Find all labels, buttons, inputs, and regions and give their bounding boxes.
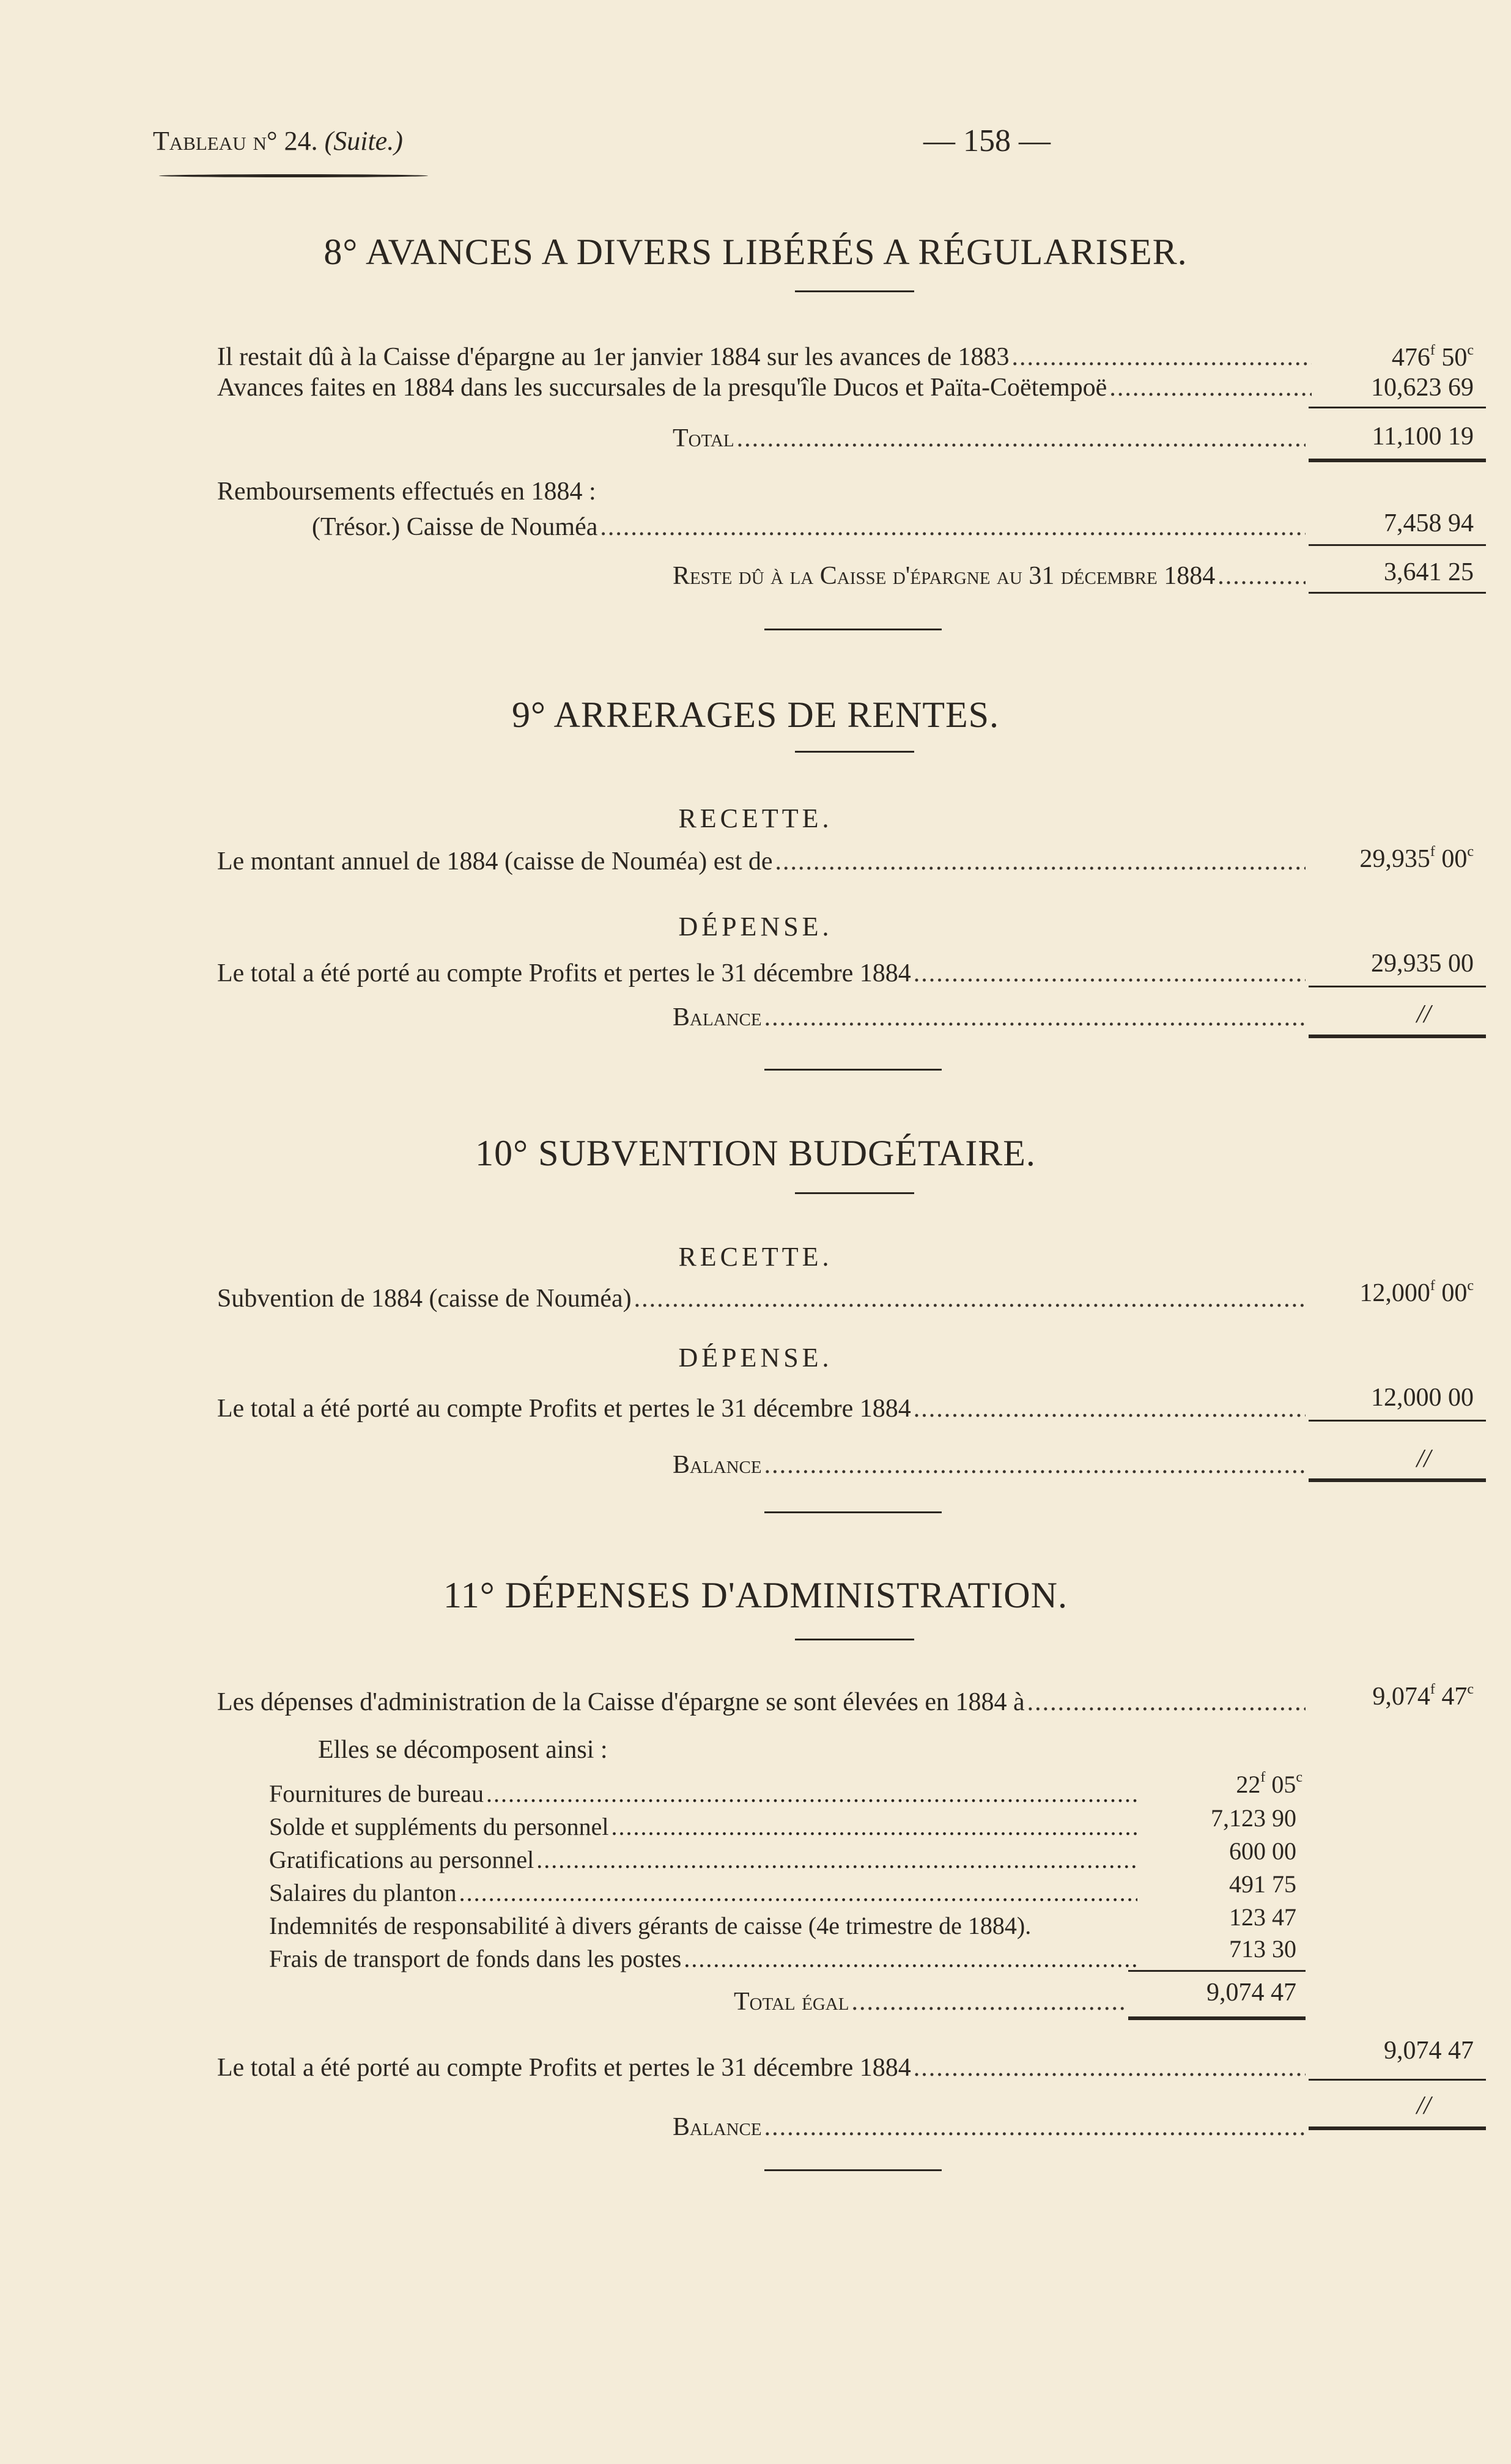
- section-8-end-rule: [764, 629, 942, 630]
- sec11-balance-value: //: [1416, 2092, 1431, 2120]
- section-9-rule: [795, 751, 914, 753]
- sec11-total-egal-rule: [1128, 2016, 1306, 2020]
- section-10-end-rule: [764, 1511, 942, 1513]
- header-flourish: [159, 174, 428, 177]
- sec10-balance-value: //: [1416, 1445, 1431, 1473]
- sec11-items-rule: [1128, 1970, 1306, 1972]
- sec8-row-balance-start: Il restait dû à la Caisse d'épargne au 1er janvier 1884 sur les avances de 1883 .....: [217, 342, 1312, 377]
- sec11-item-row: Indemnités de responsabilité à divers gérants de caisse (4e trimestre de 1884).: [269, 1912, 1032, 1939]
- sec11-depense-rule: [1309, 2079, 1486, 2081]
- sec11-item-row: Solde et suppléments du personnel .....: [269, 1812, 1137, 1843]
- sec11-item-row: Gratifications au personnel .....: [269, 1845, 1137, 1876]
- sec11-total-egal-amount: 9,074 47: [1206, 1979, 1296, 2007]
- section-11-rule: [795, 1639, 914, 1640]
- sec9-balance-rule: [1309, 1035, 1486, 1038]
- sec8-tresor-amount: 7,458 94: [1384, 509, 1474, 537]
- sec8-reste-rule: [1309, 592, 1486, 594]
- sec9-balance-row: Balance .....: [673, 1003, 1306, 1037]
- sec11-item-amount: 491 75: [1229, 1870, 1296, 1898]
- sec11-depense-row: Le total a été porté au compte Profits et pertes le 31 décembre 1884 .....: [217, 2053, 1306, 2087]
- sec10-depense-row: Le total a été porté au compte Profits et pertes le 31 décembre 1884 .....: [217, 1394, 1306, 1428]
- sec10-recette-amount: 12,000$^f$ 00$^c$: [1359, 1278, 1474, 1307]
- sec8-row-advances: Avances faites en 1884 dans les succursales de la presqu'île Ducos et Païta-Coëtempoë .....: [217, 373, 1312, 407]
- section-11-title: 11° DÉPENSES D'ADMINISTRATION.: [443, 1575, 1068, 1615]
- sec9-depense-amount: 29,935 00: [1371, 950, 1474, 978]
- section-10-title: 10° SUBVENTION BUDGÉTAIRE.: [475, 1133, 1036, 1173]
- sec10-recette-row: Subvention de 1884 (caisse de Nouméa) .....: [217, 1284, 1306, 1318]
- sec9-recette-amount: 29,935$^f$ 00$^c$: [1359, 844, 1474, 873]
- sec11-item-amount: 600 00: [1229, 1837, 1296, 1865]
- sec8-total-rule: [1309, 459, 1486, 462]
- sec8-reste-row: [673, 561, 1306, 596]
- section-9-title: 9° ARRERAGES DE RENTES.: [511, 695, 1000, 735]
- sec8-row1-amount: 476$^f$ 50$^c$: [1391, 342, 1474, 372]
- sec11-intro-row: Les dépenses d'administration de la Caisse d'épargne se sont élevées en 1884 à .....: [217, 1688, 1306, 1722]
- section-11-end-rule: [764, 2169, 942, 2171]
- page-header: [153, 125, 1364, 180]
- section-9-end-rule: [764, 1069, 942, 1071]
- sec11-item-row: Fournitures de bureau .....: [269, 1779, 1137, 1810]
- sec8-remb-label: Remboursements effectués en 1884 :: [217, 478, 596, 506]
- sec8-total-row: Total .....: [673, 424, 1306, 458]
- sec11-intro-amount: 9,074$^f$ 47$^c$: [1372, 1681, 1474, 1711]
- sec10-balance-rule: [1309, 1478, 1486, 1482]
- sec9-recette-row: Le montant annuel de 1884 (caisse de Nouméa) est de .....: [217, 847, 1306, 881]
- sec11-balance-row: Balance .....: [673, 2112, 1306, 2147]
- sec8-row2-amount: 10,623 69: [1371, 374, 1474, 402]
- sec9-depense-row: Le total a été porté au compte Profits et pertes le 31 décembre 1884 .....: [217, 959, 1306, 993]
- sec8-sum-rule: [1309, 407, 1486, 408]
- section-10-rule: [795, 1192, 914, 1194]
- sec11-total-egal-row: Total égal .....: [734, 1987, 1125, 2021]
- sec11-item-amount: 7,123 90: [1211, 1804, 1296, 1832]
- sec10-depense-amount: 12,000 00: [1371, 1384, 1474, 1412]
- sec8-total-amount: 11,100 19: [1372, 422, 1474, 451]
- sec10-balance-row: Balance .....: [673, 1450, 1306, 1485]
- sec11-item-row: Salaires du planton .....: [269, 1878, 1137, 1909]
- reste-word: Reste dû à la Caisse d'épargne au 31 décembre 1884: [673, 562, 1216, 590]
- table-number: Tableau n° 24.: [153, 126, 318, 156]
- sec9-depense-rule: [1309, 986, 1486, 987]
- sec11-item-amount: 123 47: [1229, 1903, 1296, 1931]
- sec8-tresor-rule: [1309, 544, 1486, 546]
- section-8-title: 8° AVANCES A DIVERS LIBÉRÉS A RÉGULARISER.: [323, 232, 1188, 272]
- sec9-balance-value: //: [1416, 1000, 1431, 1028]
- sec10-depense-rule: [1309, 1420, 1486, 1422]
- sec11-item-amount: 713 30: [1229, 1935, 1296, 1963]
- table-label: [153, 125, 403, 157]
- sec11-decompose-label: Elles se décomposent ainsi :: [318, 1736, 608, 1764]
- sec11-balance-rule: [1309, 2126, 1486, 2130]
- sec10-depense-heading: DÉPENSE.: [678, 1343, 833, 1373]
- sec11-depense-amount: 9,074 47: [1384, 2037, 1474, 2065]
- sec10-recette-heading: RECETTE.: [678, 1242, 833, 1272]
- sec11-item-row: Frais de transport de fonds dans les postes .....: [269, 1944, 1137, 1975]
- sec8-reste-amount: 3,641 25: [1384, 558, 1474, 586]
- suite-label: (Suite.): [324, 126, 403, 156]
- sec8-tresor-row: (Trésor.) Caisse de Nouméa .....: [312, 512, 1306, 547]
- sec11-item-amount: 22$^f$ 05$^c$: [1236, 1769, 1302, 1798]
- section-8-rule: [795, 290, 914, 292]
- sec9-recette-heading: RECETTE.: [678, 803, 833, 833]
- sec9-depense-heading: DÉPENSE.: [678, 912, 833, 942]
- page-number: — 158 —: [923, 124, 1051, 158]
